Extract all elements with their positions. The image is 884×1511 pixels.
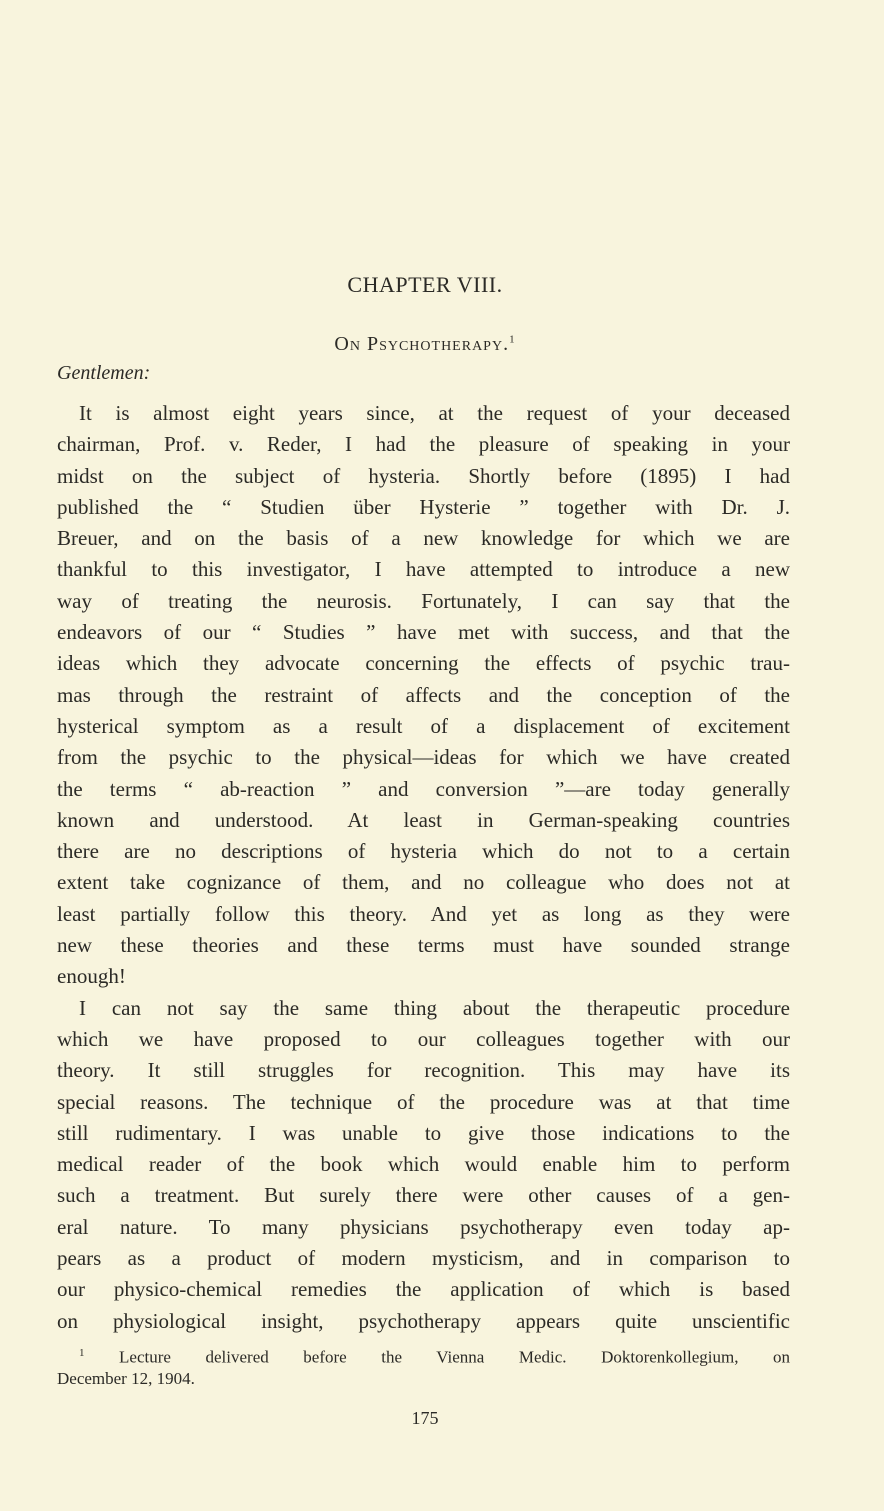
text-line: still rudimentary. I was unable to give those indications to the <box>57 1120 790 1145</box>
text-line: from the psychic to the physical—ideas for which we have created <box>57 745 790 770</box>
chapter-title <box>0 333 850 356</box>
text-line: new these theories and these terms must have sounded strange <box>57 933 790 958</box>
text-line: the terms “ ab-reaction ” and conversion ”—are today generally <box>57 776 790 801</box>
text-line: special reasons. The technique of the procedure was at that time <box>57 1089 790 1114</box>
text-line: which we have proposed to our colleagues together with our <box>57 1026 790 1051</box>
text-line: chairman, Prof. v. Reder, I had the pleasure of speaking in your <box>57 432 790 457</box>
body-text <box>57 398 790 1337</box>
chapter-heading: CHAPTER VIII. <box>347 272 503 297</box>
chapter-title-text: On Psychotherapy. <box>334 333 510 355</box>
text-line: way of treating the neurosis. Fortunately, I can say that the <box>57 588 790 613</box>
text-line: published the “ Studien über Hysterie ” together with Dr. J. <box>57 494 790 519</box>
text-line: enough! <box>57 964 126 989</box>
text-line: pears as a product of modern mysticism, and in comparison to <box>57 1246 790 1271</box>
text-line: ideas which they advocate concerning the effects of psychic trau- <box>57 651 790 676</box>
text-line: there are no descriptions of hysteria which do not to a certain <box>57 839 790 864</box>
text-line: medical reader of the book which would enable him to perform <box>57 1152 790 1177</box>
text-line: known and understood. At least in German-speaking countries <box>57 807 790 832</box>
text-line: theory. It still struggles for recognition. This may have its <box>57 1058 790 1083</box>
footnote-reference: 1 <box>509 333 516 346</box>
text-line: Breuer, and on the basis of a new knowledge for which we are <box>57 526 790 551</box>
text-line: on physiological insight, psychotherapy appears quite unscientific <box>57 1308 790 1333</box>
text-line: thankful to this investigator, I have attempted to introduce a new <box>57 557 790 582</box>
text-line: I can not say the same thing about the therapeutic procedure <box>79 995 790 1020</box>
text-line: hysterical symptom as a result of a displacement of excitement <box>57 713 790 738</box>
text-line: midst on the subject of hysteria. Shortly before (1895) I had <box>57 463 790 488</box>
footnote-text: Lecture delivered before the Vienna Medic. Doktorenkollegium, on <box>119 1347 791 1367</box>
text-line: endeavors of our “ Studies ” have met with success, and that the <box>57 620 790 645</box>
text-line: least partially follow this theory. And yet as long as they were <box>57 901 790 926</box>
text-line: our physico-chemical remedies the application of which is based <box>57 1277 790 1302</box>
page-number: 175 <box>411 1408 439 1428</box>
text-line: It is almost eight years since, at the request of your deceased <box>79 401 790 425</box>
footnote-line: December 12, 1904. <box>57 1369 195 1388</box>
text-line: mas through the restraint of affects and the conception of the <box>57 682 790 707</box>
footnote <box>57 1340 790 1392</box>
footnote-line <box>57 1340 790 1366</box>
text-line: such a treatment. But surely there were other causes of a gen- <box>57 1183 790 1208</box>
footnote-mark: 1 <box>79 1347 85 1359</box>
salutation: Gentlemen: <box>57 362 151 384</box>
text-line: eral nature. To many physicians psychotherapy even today ap- <box>57 1214 790 1239</box>
text-line: extent take cognizance of them, and no colleague who does not at <box>57 870 790 895</box>
